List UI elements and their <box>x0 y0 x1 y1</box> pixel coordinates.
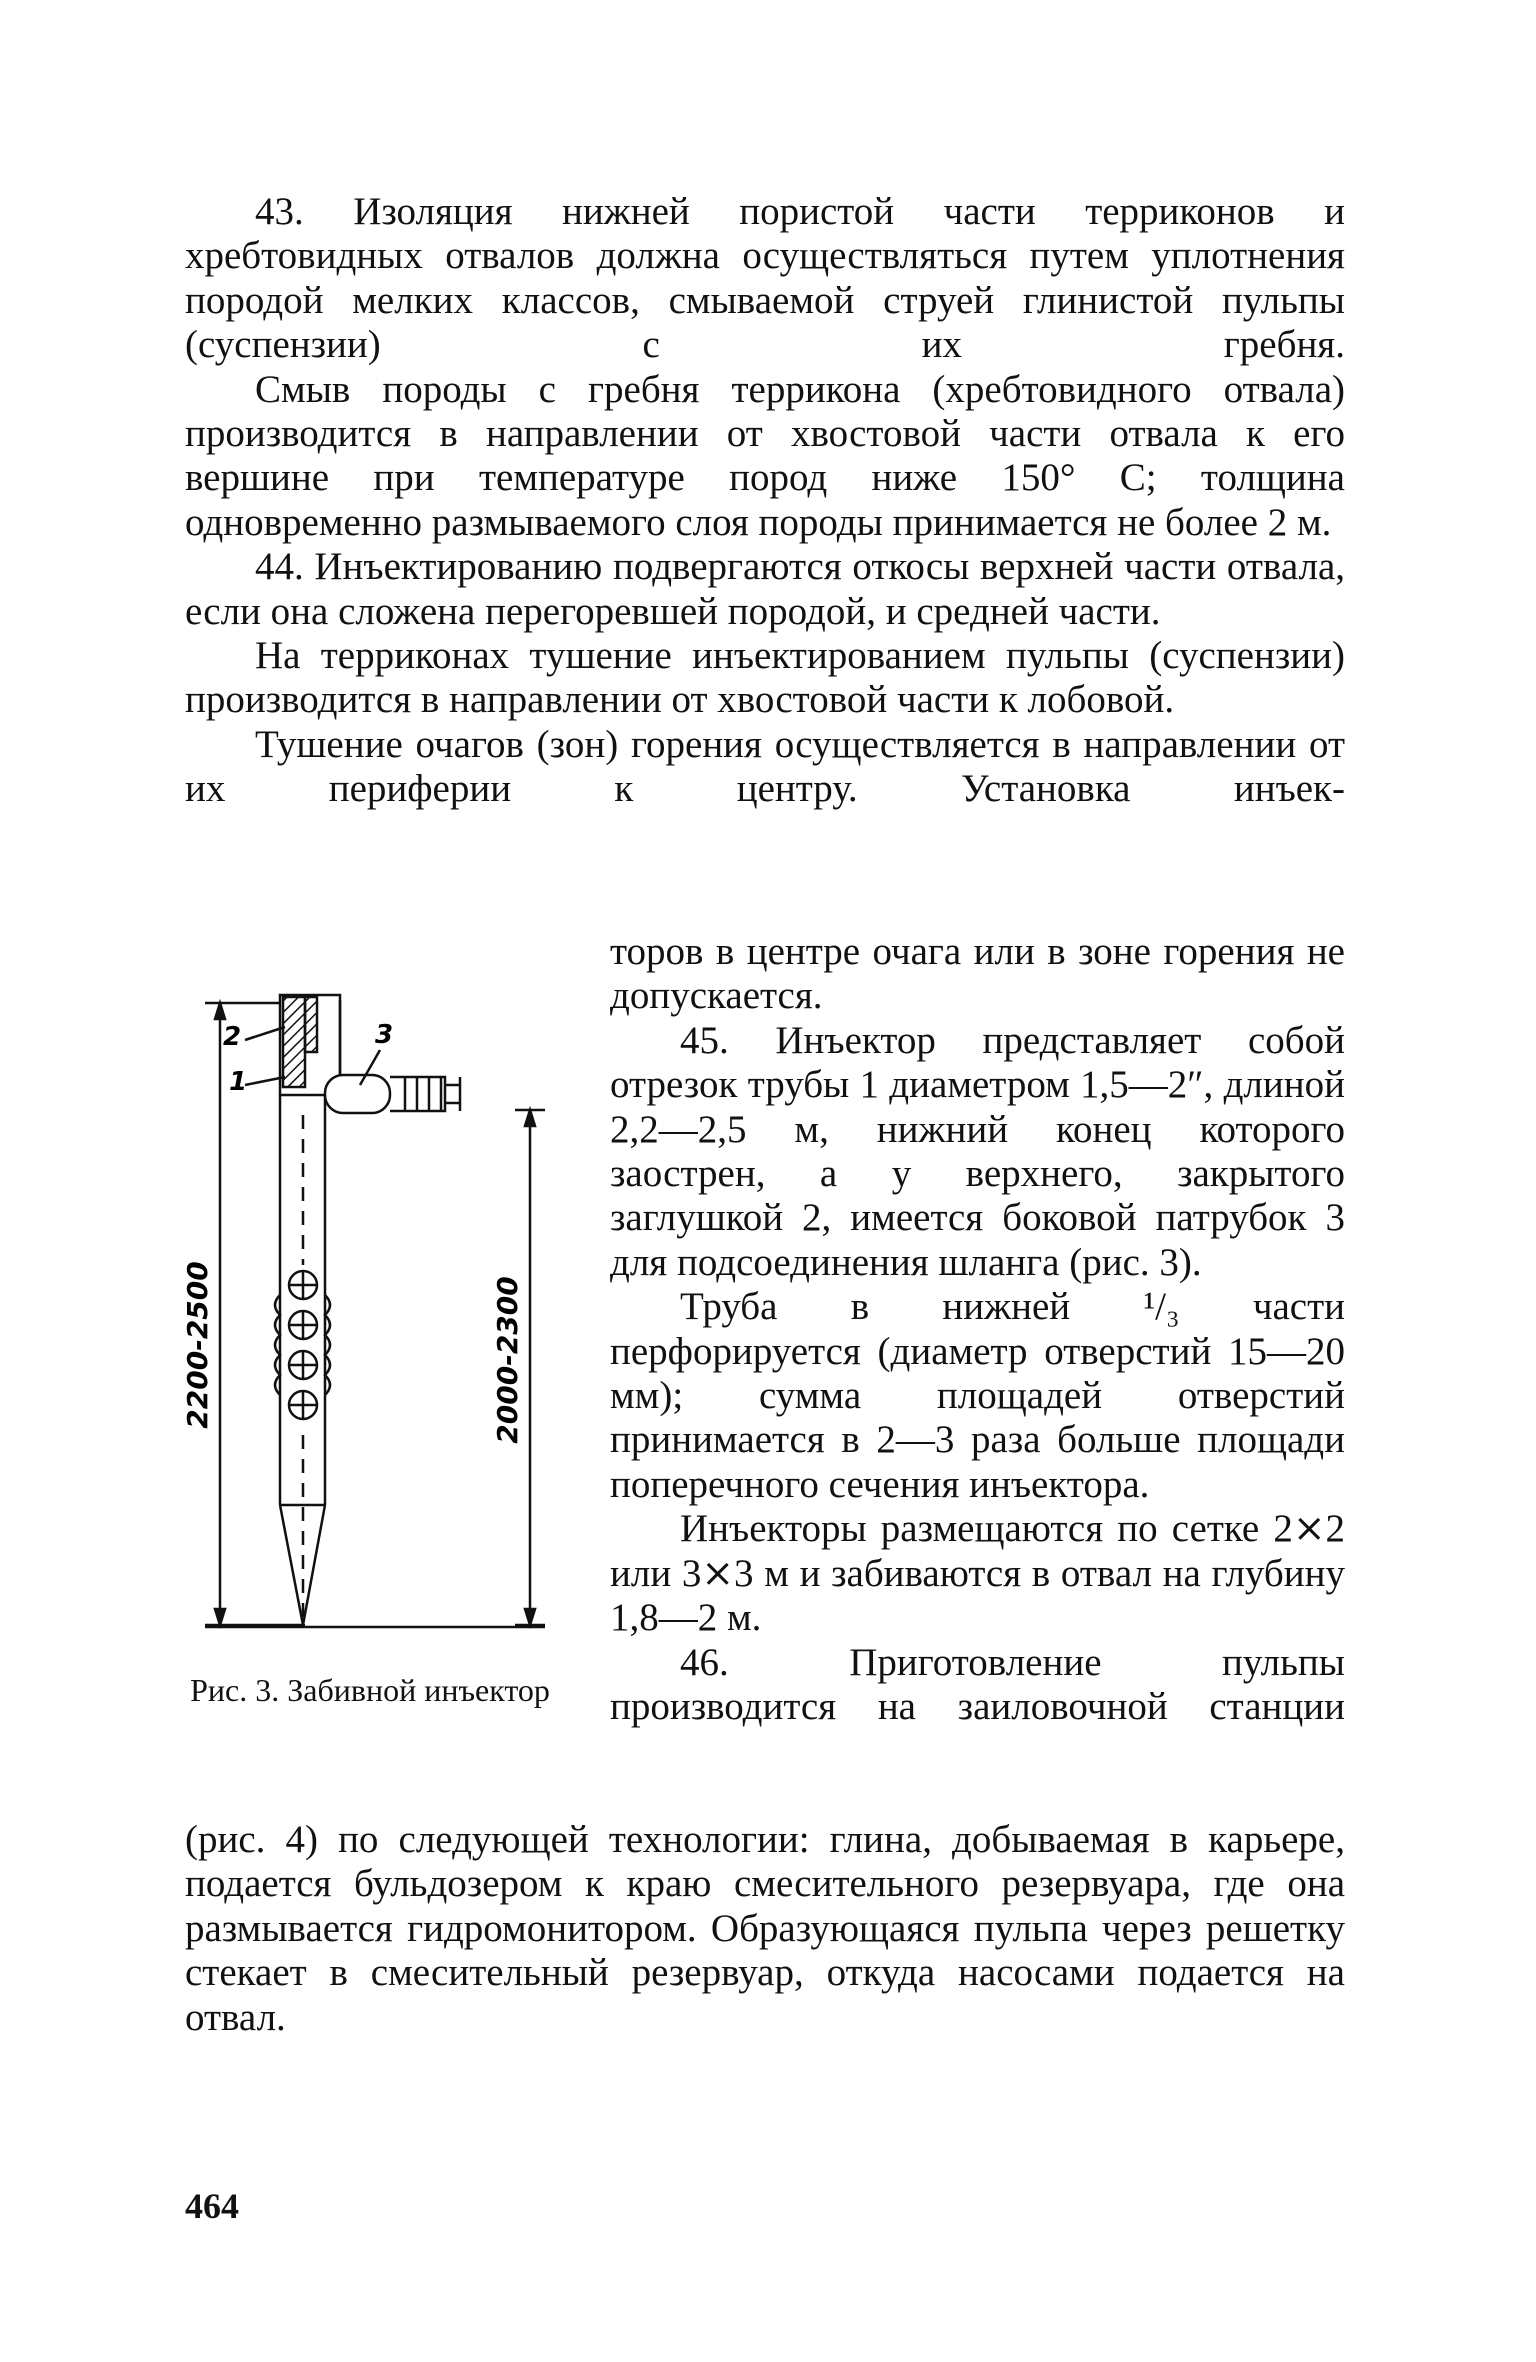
paragraph-43-2: Смыв породы с гребня террикона (хребтовидного отвала) производится в направлении от хвостовой части отвала к его вершине при температуре пород ниже 150° С; толщина одновременно размываемого слоя породы принимается не более 2 м. <box>185 367 1345 544</box>
paragraph-45-2: Труба в нижней ¹/₃ части перфорируется (диаметр отверстий 15—20 мм); сумма площадей отверстий принимается в 2—3 раза больше площади поперечного сечения инъектора. <box>610 1285 1345 1506</box>
paragraph-44-2: На терриконах тушение инъектированием пульпы (суспензии) производится в направлении от хвостовой части к лобовой. <box>185 634 1345 722</box>
figure-injector <box>181 985 565 1705</box>
paragraph-45-3: Инъекторы размещаются по сетке 2⨯2 или 3⨯3 м и забиваются в отвал на глубину 1,8—2 м. <box>610 1507 1345 1640</box>
paragraph-46-1-full: (рис. 4) по следующей технологии: глина, добываемая в карьере, подается бульдозером к краю смесительного резервуара, где она размывается гидромонитором. Образующаяся пульпа через решетку стекает в смесительный резервуар, откуда насосами подается на отвал. <box>185 1818 1345 2039</box>
bottom-text-block <box>185 1818 1345 2040</box>
paragraph-44-3-col: торов в центре очага или в зоне горения не допускается. <box>610 930 1345 1018</box>
top-text-block <box>185 190 1345 812</box>
paragraph-44-3: Тушение очагов (зон) горения осуществляется в направлении от их периферии к центру. Установка инъек- <box>185 722 1345 811</box>
label-2: 2 <box>223 1022 242 1052</box>
column-text-block <box>610 930 1345 1729</box>
dim-lower-label: 2000-2300 <box>491 1276 524 1444</box>
injector-drawing <box>181 985 565 1705</box>
page-number: 464 <box>185 2186 239 2226</box>
figure-caption: Рис. 3. Забивной инъектор <box>190 1672 550 1708</box>
paragraph-44-1: 44. Инъектированию подвергаются откосы верхней части отвала, если она сложена перегоревшей породой, и средней части. <box>185 545 1345 633</box>
label-3: 3 <box>375 1020 394 1050</box>
dim-overall-label: 2200-2500 <box>181 1261 214 1429</box>
paragraph-46-1-col: 46. Приготовление пульпы производится на заиловочной станции <box>610 1640 1345 1728</box>
paragraph-45-1: 45. Инъектор представляет собой отрезок трубы 1 диаметром 1,5—2″, длиной 2,2—2,5 м, нижний конец которого заострен, а у верхнего, закрытого заглушкой 2, имеется боковой патрубок 3 для подсоединения шланга (рис. 3). <box>610 1018 1345 1284</box>
label-1: 1 <box>229 1067 248 1097</box>
paragraph-43-1: 43. Изоляция нижней пористой части терриконов и хребтовидных отвалов должна осуществляться путем уплотнения породой мелких классов, смываемой струей глинистой пульпы (суспензии) с их гребня. <box>185 190 1345 367</box>
